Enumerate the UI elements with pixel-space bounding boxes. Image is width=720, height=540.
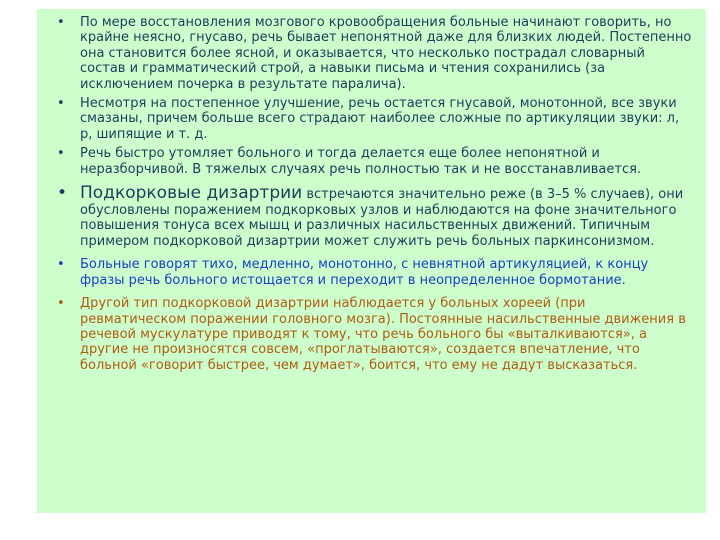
paragraph-3 bbox=[57, 146, 692, 177]
paragraph-2 bbox=[57, 96, 692, 142]
bullet-icon: • bbox=[57, 257, 65, 273]
bullet-icon: • bbox=[57, 146, 65, 162]
paragraph-2-text: Несмотря на постепенное улучшение, речь остается гнусавой, монотонной, все звуки смазаны, причем больше всего страдают наиболее сложные по артикуляции звуки: л, р, шипящие и т. д. bbox=[80, 96, 680, 142]
paragraph-1 bbox=[57, 15, 692, 92]
item-blue bbox=[57, 257, 692, 288]
slide-content bbox=[37, 9, 706, 513]
section-heading: Подкорковые дизартрии bbox=[80, 183, 303, 204]
item-orange bbox=[57, 296, 692, 373]
bullet-icon: • bbox=[57, 183, 68, 204]
paragraph-3-text: Речь быстро утомляет больного и тогда делается еще более непонятной и неразборчивой. В тяжелых случаях речь полностью так и не восстанавливается. bbox=[80, 146, 642, 177]
item-orange-text: Другой тип подкорковой дизартрии наблюдается у больных хореей (при ревматическом поражении головного мозга). Постоянные насильственные движения в речевой мускулатуре приводят к тому, что речь больного бы «выталкиваются», а другие не произносятся совсем, «проглатываются», создается впечатление, что больной «говорит быстрее, чем думает», боится, что ему не дадут высказаться. bbox=[80, 296, 686, 373]
bullet-icon: • bbox=[57, 15, 65, 30]
bullet-icon: • bbox=[57, 296, 65, 312]
paragraph-1-text: По мере восстановления мозгового кровообращения больные начинают говорить, но крайне неясно, гнусаво, речь бывает непонятной даже для близких людей. Постепенно она становится более ясной, и оказывается, что несколько пострадал словарный состав и грамматический строй, а навыки письма и чтения сохранились (за исключением почерка в результате паралича). bbox=[80, 15, 692, 92]
bullet-icon: • bbox=[57, 96, 65, 112]
item-blue-text: Больные говорят тихо, медленно, монотонно, с невнятной артикуляцией, к концу фразы речь больного истощается и переходит в неопределенное бормотание. bbox=[80, 257, 649, 288]
section-heading-continuation: встречаются значительно реже (в 3–5 % случаев), они обусловлены поражением подкорковых узлов и наблюдаются на фоне значительного повышения тонуса всех мышц и различных насильственных движений. Типичным примером подкорковой дизартрии может служить речь больных паркинсонизмом. bbox=[80, 187, 684, 249]
section-subcortical bbox=[57, 183, 692, 249]
